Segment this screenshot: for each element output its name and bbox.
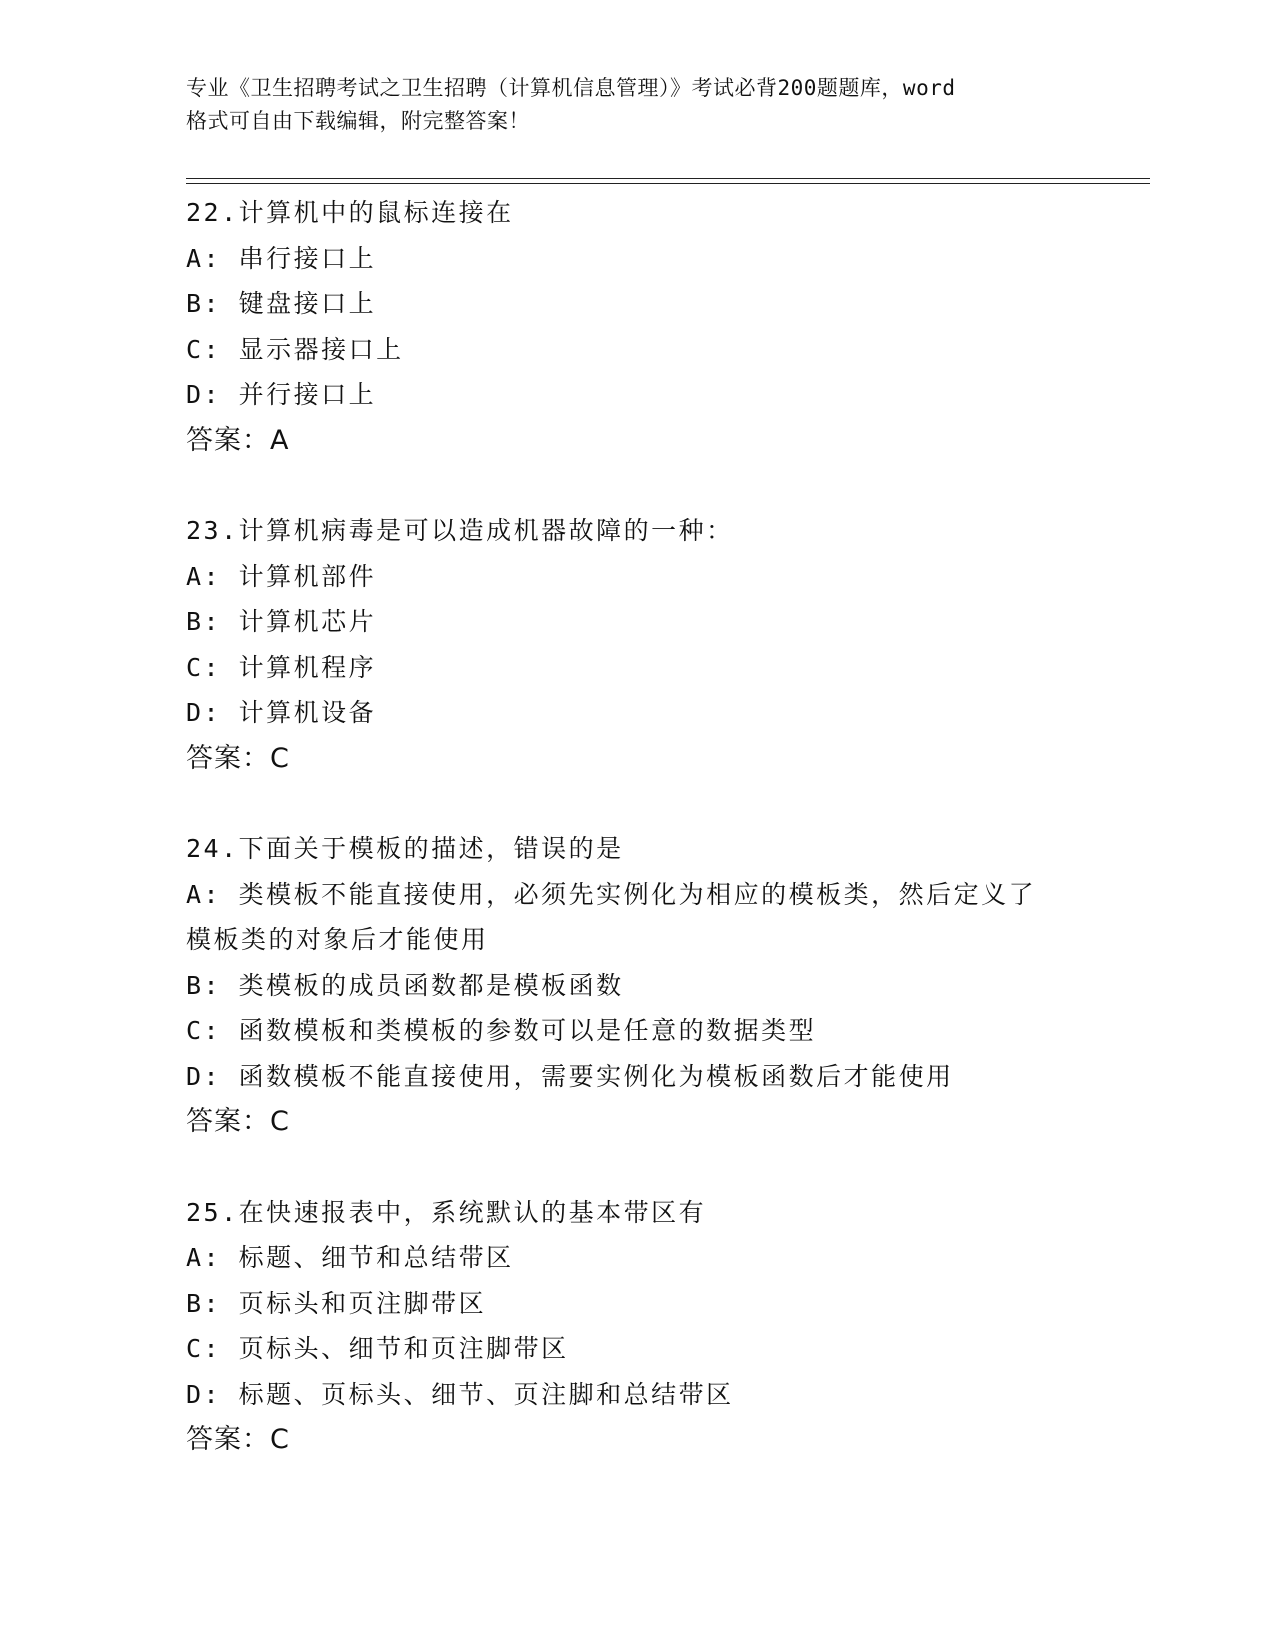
question-stem: 25.在快速报表中，系统默认的基本带区有 — [186, 1197, 707, 1227]
document-header — [186, 72, 1106, 138]
question-22 — [186, 190, 1106, 463]
option-b: B: 类模板的成员函数都是模板函数 — [186, 970, 624, 1000]
option-d: D: 计算机设备 — [186, 698, 377, 727]
option-c: C: 函数模板和类模板的参数可以是任意的数据类型 — [186, 1016, 817, 1045]
option-c: C: 页标头、细节和页注脚带区 — [186, 1334, 569, 1363]
header-divider-top — [186, 178, 1150, 179]
option-d: D: 并行接口上 — [186, 380, 377, 409]
option-c: C: 显示器接口上 — [186, 334, 404, 364]
header-divider-bottom — [186, 183, 1150, 184]
option-a: A: 计算机部件 — [186, 561, 377, 591]
option-d: D: 函数模板不能直接使用，需要实例化为模板函数后才能使用 — [186, 1061, 954, 1091]
answer-line: 答案：C — [186, 1106, 290, 1137]
option-d: D: 标题、页标头、细节、页注脚和总结带区 — [186, 1379, 734, 1409]
option-a: A: 类模板不能直接使用，必须先实例化为相应的模板类，然后定义了模板类的对象后才能使用 — [186, 879, 1037, 954]
answer-line: 答案：C — [186, 1424, 290, 1455]
option-c: C: 计算机程序 — [186, 652, 377, 682]
question-list — [186, 190, 1106, 1508]
question-25 — [186, 1190, 1106, 1463]
option-b: B: 页标头和页注脚带区 — [186, 1288, 487, 1318]
question-stem: 23.计算机病毒是可以造成机器故障的一种： — [186, 516, 734, 545]
header-line-1: 专业《卫生招聘考试之卫生招聘（计算机信息管理）》考试必背200题题库，word — [186, 76, 956, 100]
option-b: B: 计算机芯片 — [186, 607, 377, 636]
option-b: B: 键盘接口上 — [186, 289, 377, 318]
question-24 — [186, 826, 1106, 1145]
answer-line: 答案：A — [186, 424, 290, 456]
answer-line: 答案：C — [186, 742, 290, 774]
option-a: A: 串行接口上 — [186, 243, 377, 273]
question-stem: 24.下面关于模板的描述，错误的是 — [186, 834, 624, 863]
option-a: A: 标题、细节和总结带区 — [186, 1243, 514, 1272]
question-stem: 22.计算机中的鼠标连接在 — [186, 198, 514, 227]
header-line-2: 格式可自由下载编辑，附完整答案！ — [186, 109, 530, 133]
question-23 — [186, 508, 1106, 781]
